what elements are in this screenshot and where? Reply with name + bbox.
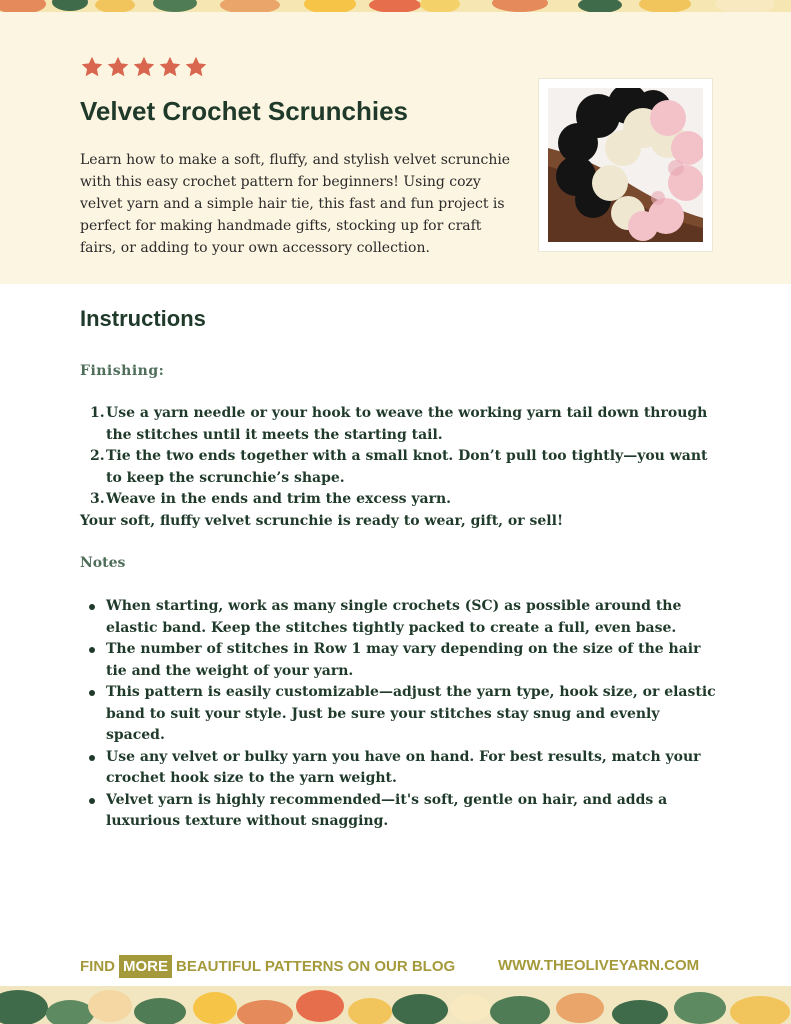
closing-line: Your soft, fluffy velvet scrunchie is ready to wear, gift, or sell!	[80, 513, 564, 529]
footer-website-link[interactable]: WWW.THEOLIVEYARN.COM	[498, 957, 700, 974]
star-icon	[106, 55, 130, 79]
bullet-icon	[89, 798, 95, 804]
list-item	[80, 682, 720, 747]
bullet-icon	[89, 604, 95, 610]
note-text: This pattern is easily customizable—adjust the yarn type, hook size, or elastic band to suit your style. Just be sure your stitches stay snug and evenly spaced.	[106, 684, 716, 743]
note-text: Velvet yarn is highly recommended—it's soft, gentle on hair, and adds a luxurious texture without snagging.	[106, 791, 668, 829]
star-icon	[80, 55, 104, 79]
floral-border-top	[0, 0, 791, 12]
bullet-icon	[89, 690, 95, 696]
footer-blog-text: BEAUTIFUL PATTERNS ON OUR BLOG	[176, 957, 456, 975]
step-text: Use a yarn needle or your hook to weave the working yarn tail down through the stitches until it meets the starting tail.	[106, 405, 708, 443]
list-item	[80, 639, 720, 682]
bullet-icon	[89, 755, 95, 761]
list-item	[80, 596, 720, 639]
list-item	[80, 403, 720, 446]
footer-more-badge: MORE	[119, 955, 172, 978]
intro-paragraph: Learn how to make a soft, fluffy, and stylish velvet scrunchie with this easy crochet pattern for beginners! Using cozy velvet yarn and a simple hair tie, this fast and fun project is perfect for making handmade gifts, stocking up for craft fairs, or adding to your own accessory collection.	[80, 152, 511, 256]
step-text: Weave in the ends and trim the excess yarn.	[106, 491, 452, 507]
notes-heading: Notes	[80, 555, 126, 571]
step-text: Tie the two ends together with a small knot. Don’t pull too tightly—you want to keep the scrunchie’s shape.	[106, 448, 708, 486]
list-item	[80, 446, 720, 489]
instructions-heading: Instructions	[80, 306, 206, 331]
step-number: 2.	[90, 448, 105, 464]
finishing-steps	[80, 403, 720, 511]
rating-stars	[80, 55, 208, 79]
note-text: The number of stitches in Row 1 may vary depending on the size of the hair tie and the weight of your yarn.	[106, 641, 701, 679]
step-number: 3.	[90, 491, 105, 507]
footer-find: FIND	[80, 957, 115, 975]
page-title: Velvet Crochet Scrunchies	[80, 96, 409, 126]
scrunchie-photo	[539, 79, 712, 251]
list-item	[80, 790, 720, 833]
finishing-heading: Finishing:	[80, 363, 165, 379]
star-icon	[184, 55, 208, 79]
list-item	[80, 747, 720, 790]
list-item	[80, 489, 720, 511]
step-number: 1.	[90, 405, 105, 421]
notes-list	[80, 596, 720, 833]
note-text: Use any velvet or bulky yarn you have on hand. For best results, match your crochet hook size to the yarn weight.	[106, 748, 701, 786]
note-text: When starting, work as many single crochets (SC) as possible around the elastic band. Keep the stitches tightly packed to create a full, even base.	[106, 598, 682, 636]
star-icon	[132, 55, 156, 79]
bullet-icon	[89, 647, 95, 653]
star-icon	[158, 55, 182, 79]
floral-border-bottom	[0, 986, 791, 1024]
footer-blog-link[interactable]	[80, 952, 455, 980]
